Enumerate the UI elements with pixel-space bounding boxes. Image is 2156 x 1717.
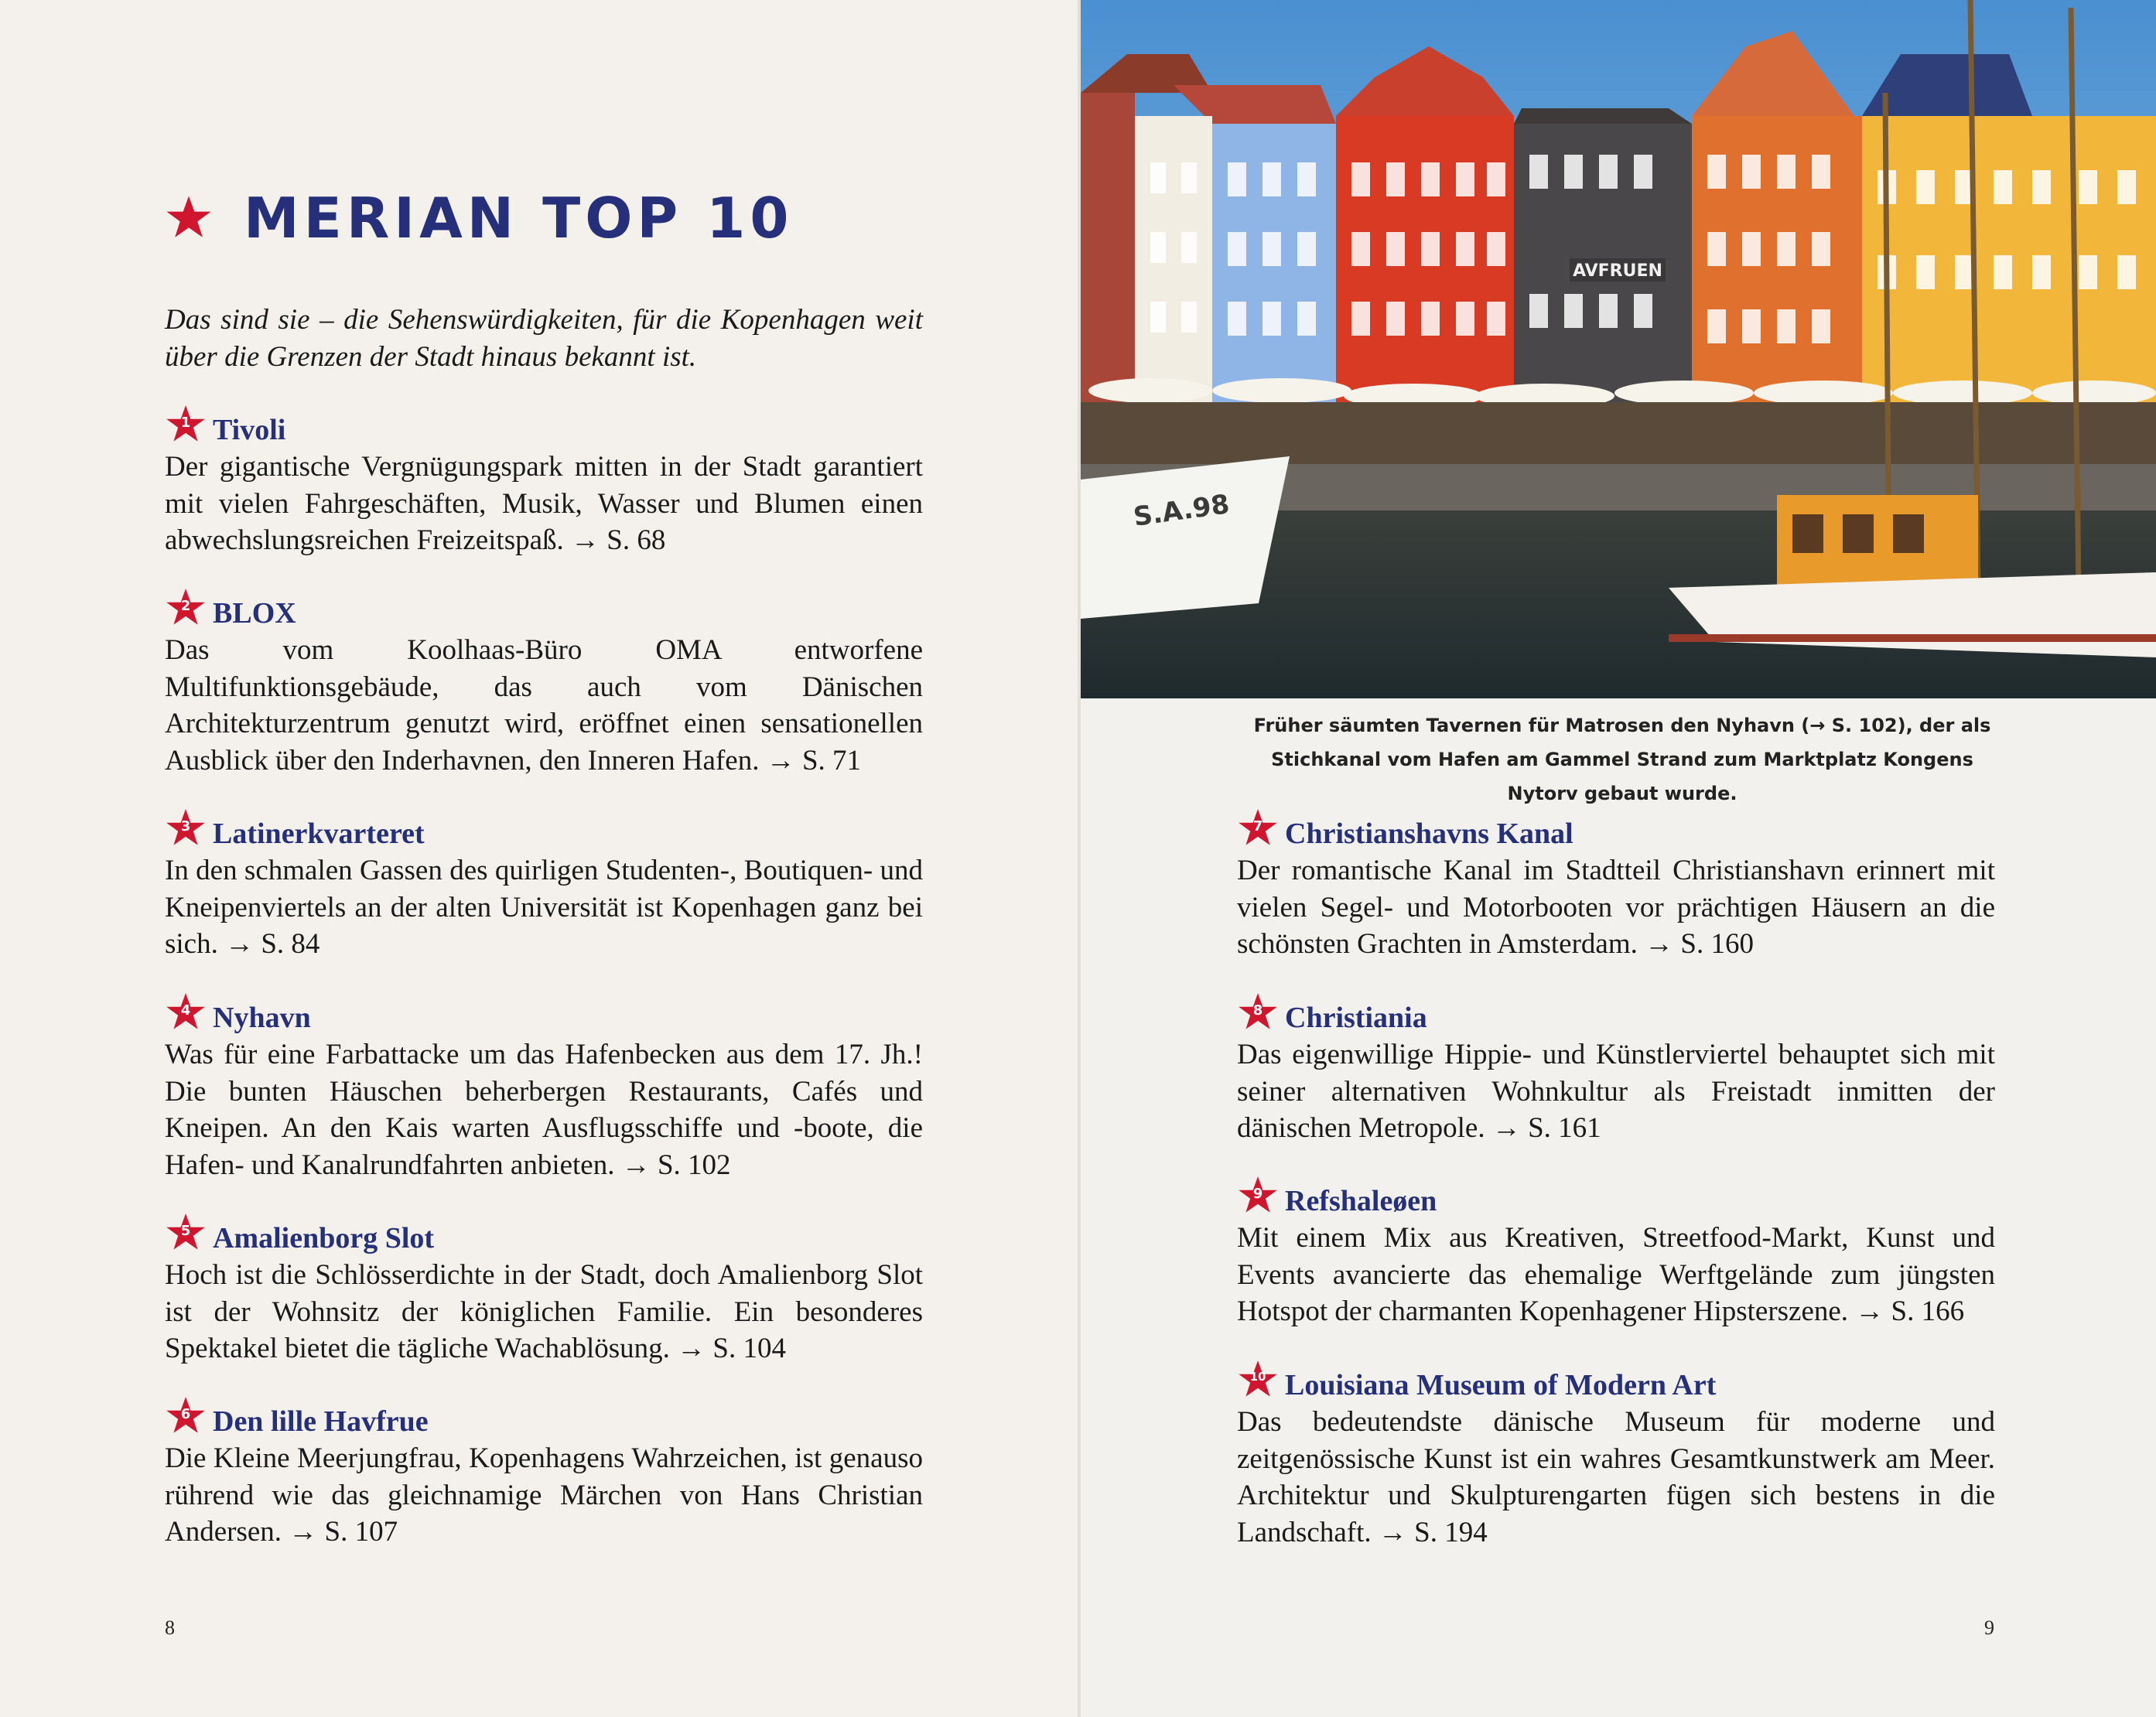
entry-text: Das vom Koolhaas-Büro OMA entworfene Multifunktionsgebäude, das auch vom Dänischen Architekturzentrum genutzt wird, eröffnet einen sensationellen Ausblick über den Inderhavnen, den Inneren Hafen. → S. 71 bbox=[165, 634, 923, 777]
nyhavn-photo bbox=[1081, 0, 2156, 698]
entry-text: Hoch ist die Schlösserdichte in der Stadt, doch Amalienborg Slot ist der Wohnsitz der königlichen Familie. Ein besonderes Spektakel bietet die tägliche Wachablösung. → S. 104 bbox=[165, 1259, 923, 1364]
title-row bbox=[165, 186, 793, 251]
intro-text: Das sind sie – die Sehenswürdigkeiten, für die Kopenhagen weit über die Grenzen der Stadt hinaus bekannt ist. bbox=[165, 304, 923, 373]
top10-entry-4 bbox=[165, 998, 923, 1183]
entry-title: Den lille Havfrue bbox=[213, 1405, 429, 1438]
top10-entry-6 bbox=[165, 1401, 923, 1551]
entry-text: Der romantische Kanal im Stadtteil Christianshavn erinnert mit vielen Segel- und Motorbooten vor prächtigen Häusern an die schönsten Grachten in Amsterdam. → S. 160 bbox=[1237, 855, 1995, 960]
number-star-icon: 6 bbox=[165, 1395, 207, 1437]
entry-text: In den schmalen Gassen des quirligen Studenten-, Boutiquen- und Kneipenviertels an der alten Universität ist Kopenhagen ganz bei sich. → S. 84 bbox=[165, 855, 923, 960]
top10-entry-9 bbox=[1237, 1181, 1995, 1330]
top10-entry-1 bbox=[165, 410, 923, 559]
number-star-icon: 5 bbox=[165, 1212, 207, 1254]
number-star-icon: 10 bbox=[1237, 1359, 1279, 1401]
star-icon bbox=[165, 194, 213, 242]
entry-title: Refshaleøen bbox=[1285, 1185, 1437, 1217]
top10-entry-5 bbox=[165, 1218, 923, 1367]
page-number-right: 9 bbox=[1984, 1616, 1994, 1639]
entry-text: Die Kleine Meerjungfrau, Kopenhagens Wahrzeichen, ist genauso rührend wie das gleichnamige Märchen von Hans Christian Andersen. → S. 107 bbox=[165, 1442, 923, 1548]
top10-entry-2 bbox=[165, 593, 923, 779]
entry-title: Amalienborg Slot bbox=[213, 1222, 435, 1254]
page-title: MERIAN TOP 10 bbox=[244, 186, 794, 251]
entry-title: Christiania bbox=[1285, 1002, 1427, 1034]
right-page bbox=[1081, 0, 2156, 1717]
boat-label-text: S.A.98 bbox=[1131, 488, 1232, 533]
entry-title: BLOX bbox=[213, 597, 296, 630]
entry-title: Louisiana Museum of Modern Art bbox=[1285, 1369, 1717, 1401]
top10-entry-3 bbox=[165, 814, 923, 963]
entry-text: Mit einem Mix aus Kreativen, Streetfood-Markt, Kunst und Events avancierte das ehemalige Werftgelände zum jüngsten Hotspot der charmanten Kopenhagener Hipsterszene. → S. 166 bbox=[1237, 1222, 1995, 1327]
number-star-icon: 2 bbox=[165, 587, 207, 629]
entry-title: Tivoli bbox=[213, 414, 286, 446]
number-star-icon: 1 bbox=[165, 404, 207, 445]
number-star-icon: 8 bbox=[1237, 992, 1279, 1033]
shop-sign-text: AVFRUEN bbox=[1573, 261, 1662, 281]
entry-title: Nyhavn bbox=[213, 1002, 311, 1034]
photo-caption: Früher säumten Tavernen für Matrosen den Nyhavn (→ S. 102), der als Stichkanal vom Hafen am Gammel Strand zum Marktplatz Kongens Nytorv gebaut wurde. bbox=[1253, 715, 1991, 804]
number-star-icon: 7 bbox=[1237, 807, 1279, 849]
top10-entry-8 bbox=[1237, 998, 1995, 1147]
entry-title: Latinerkvarteret bbox=[213, 818, 425, 850]
entry-text: Das bedeutendste dänische Museum für moderne und zeitgenössische Kunst ist ein wahres Gesamtkunstwerk am Meer. Architektur und Skulpturengarten fügen sich bestens in die Landschaft. → S. 194 bbox=[1237, 1406, 1995, 1548]
number-star-icon: 9 bbox=[1237, 1175, 1279, 1217]
number-star-icon: 4 bbox=[165, 992, 207, 1033]
top10-entry-10 bbox=[1237, 1365, 1995, 1551]
entry-title: Christianshavns Kanal bbox=[1285, 818, 1573, 850]
harbour-illustration bbox=[1081, 0, 2156, 698]
entry-text: Was für eine Farbattacke um das Hafenbecken aus dem 17. Jh.! Die bunten Häuschen beherbergen Restaurants, Cafés und Kneipen. An den Kais warten Ausflugsschiffe und -boote, die Hafen- und Kanalrundfahrten anbieten. → S. 102 bbox=[165, 1039, 923, 1181]
entry-text: Der gigantische Vergnügungspark mitten in der Stadt garantiert mit vielen Fahrgeschäften, Musik, Wasser und Blumen einen abwechslungsreichen Freizeitspaß. → S. 68 bbox=[165, 451, 923, 556]
top10-entry-7 bbox=[1237, 814, 1995, 963]
entry-text: Das eigenwillige Hippie- und Künstlerviertel behauptet sich mit seiner alternativen Wohnkultur als Freistadt inmitten der dänischen Metropole. → S. 161 bbox=[1237, 1039, 1995, 1144]
page-number-left: 8 bbox=[165, 1616, 175, 1639]
number-star-icon: 3 bbox=[165, 807, 207, 849]
